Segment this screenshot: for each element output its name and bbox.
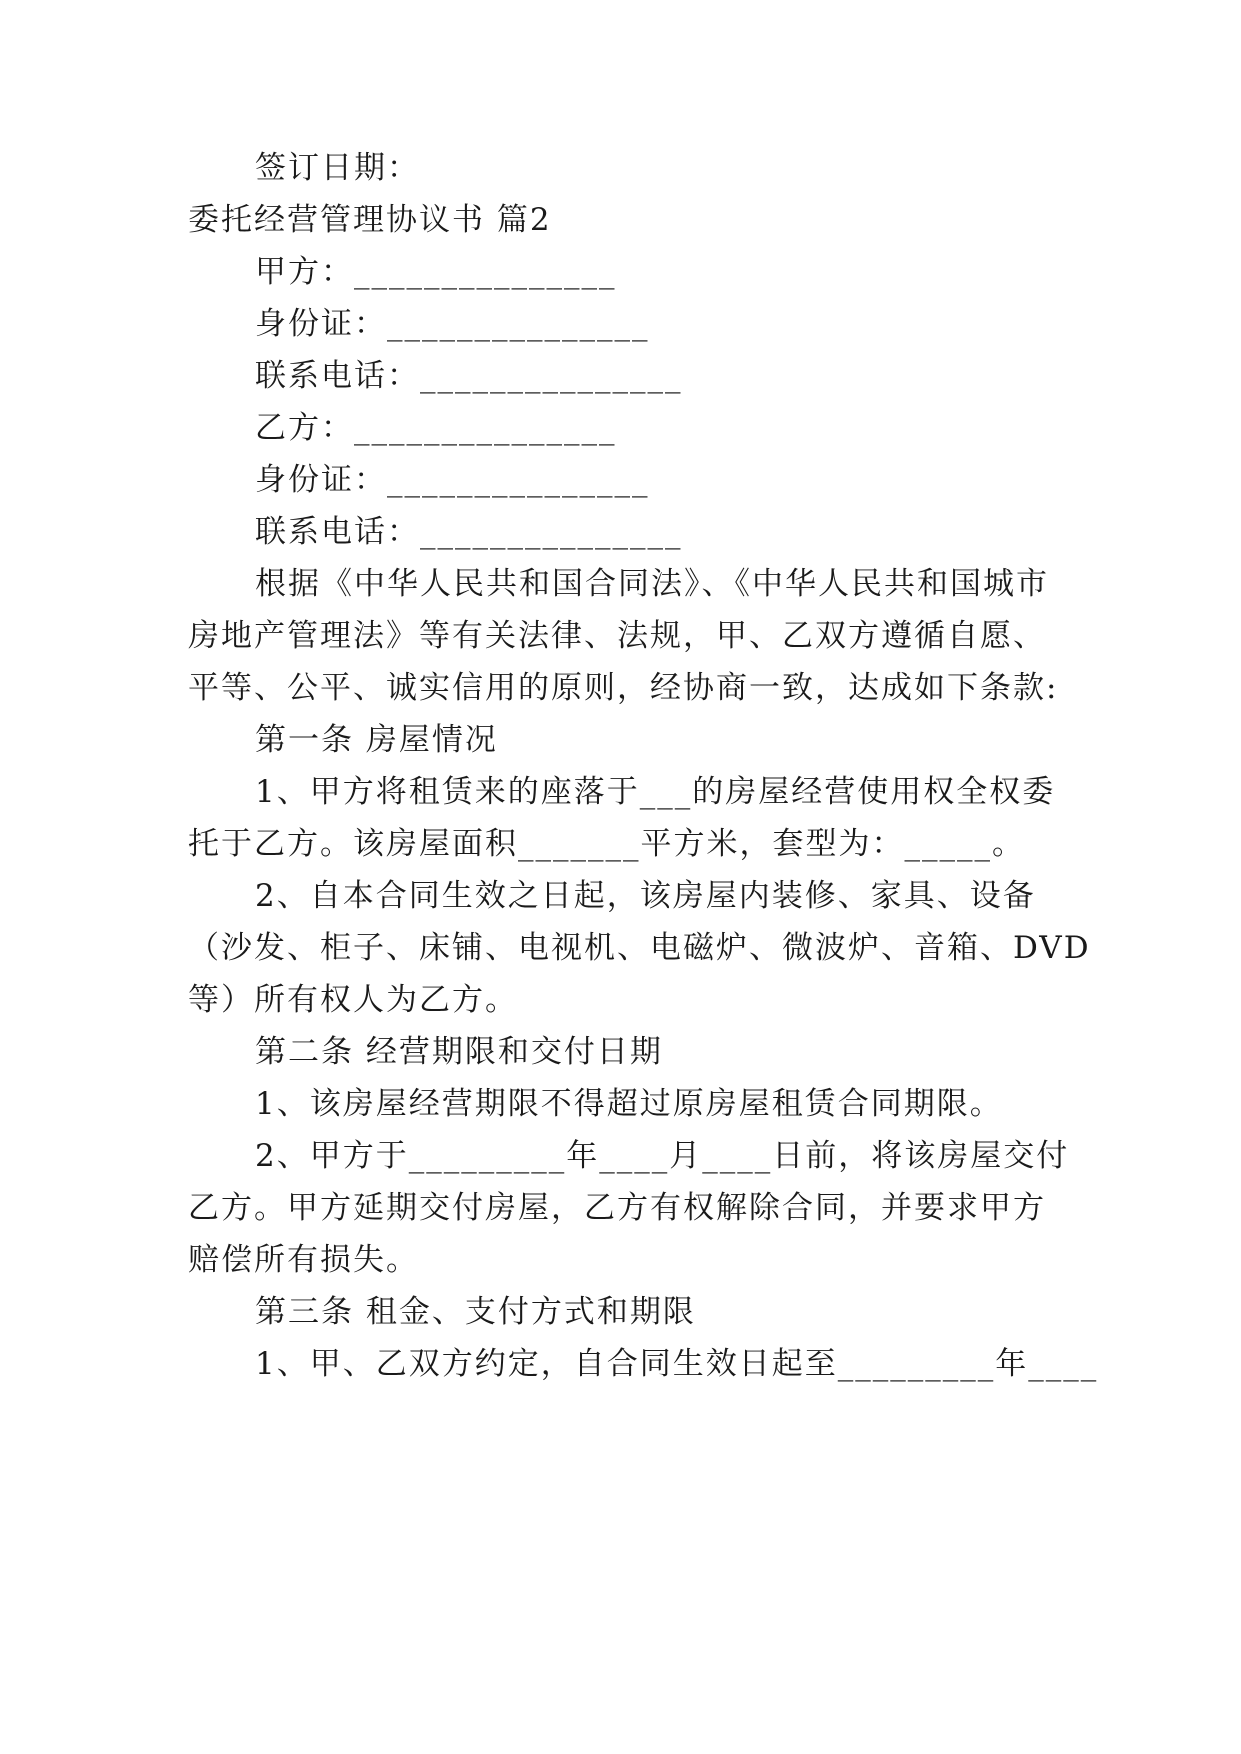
- clause-line: 1、甲方将租赁来的座落于___的房屋经营使用权全权委: [255, 774, 1056, 810]
- article-heading: 第一条 房屋情况: [255, 722, 498, 758]
- party-b-phone-line: 联系电话：_______________: [255, 514, 683, 550]
- article-heading: 第三条 租金、支付方式和期限: [255, 1294, 696, 1330]
- party-a-line: 甲方：_______________: [255, 254, 617, 290]
- clause-line: 2、甲方于_________年____月____日前，将该房屋交付: [255, 1138, 1070, 1174]
- clause-line: 等）所有权人为乙方。: [188, 982, 518, 1018]
- clause-line: 1、甲、乙双方约定，自合同生效日起至_________年____: [255, 1346, 1099, 1382]
- preamble-line: 房地产管理法》等有关法律、法规，甲、乙双方遵循自愿、: [188, 618, 1046, 654]
- clause-line: 乙方。甲方延期交付房屋，乙方有权解除合同，并要求甲方: [188, 1190, 1046, 1226]
- signing-date-line: 签订日期：: [255, 150, 420, 186]
- clause-line: （沙发、柜子、床铺、电视机、电磁炉、微波炉、音箱、DVD: [188, 930, 1091, 966]
- preamble-line: 平等、公平、诚实信用的原则，经协商一致，达成如下条款:: [188, 670, 1059, 706]
- clause-line: 赔偿所有损失。: [188, 1242, 419, 1278]
- article-heading: 第二条 经营期限和交付日期: [255, 1034, 663, 1070]
- party-b-id-line: 身份证：_______________: [255, 462, 650, 498]
- preamble-line: 根据《中华人民共和国合同法》、《中华人民共和国城市: [255, 566, 1049, 602]
- party-b-line: 乙方：_______________: [255, 410, 617, 446]
- clause-line: 1、该房屋经营期限不得超过原房屋租赁合同期限。: [255, 1086, 1003, 1122]
- clause-line: 托于乙方。该房屋面积_______平方米，套型为：_____。: [188, 826, 1025, 862]
- party-a-phone-line: 联系电话：_______________: [255, 358, 683, 394]
- section-title: 委托经营管理协议书 篇2: [188, 202, 552, 238]
- party-a-id-line: 身份证：_______________: [255, 306, 650, 342]
- clause-line: 2、自本合同生效之日起，该房屋内装修、家具、设备: [255, 878, 1036, 914]
